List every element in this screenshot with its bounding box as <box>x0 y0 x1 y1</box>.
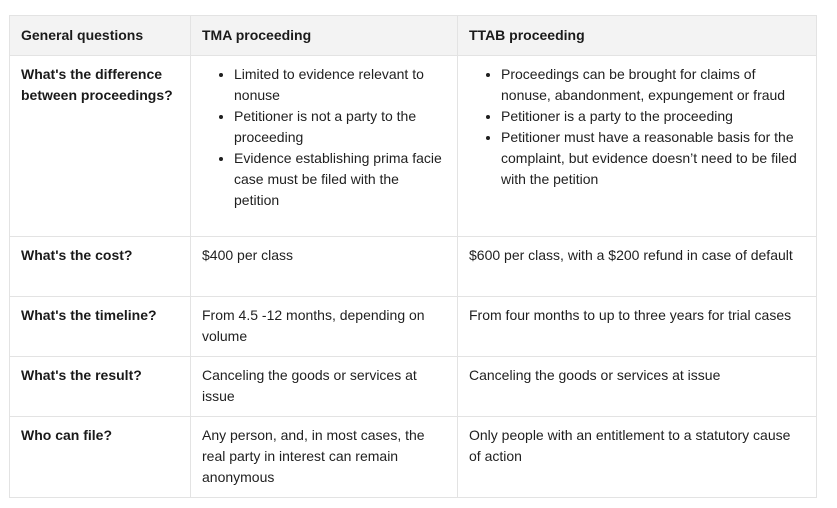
list-item: • Petitioner must have a reasonable basis for the complaint, but evidence doesn’t need to be filed with the petition <box>501 127 805 190</box>
header-ttab-proceeding: TTAB proceeding <box>458 16 817 56</box>
ttab-cell: $600 per class, with a $200 refund in case of default <box>458 237 817 297</box>
tma-cell: From 4.5 -12 months, depending on volume <box>191 297 458 357</box>
list-item: • Petitioner is a party to the proceeding <box>501 106 805 127</box>
comparison-table-container <box>9 15 816 498</box>
tma-cell: Canceling the goods or services at issue <box>191 357 458 417</box>
question-cell: What's the difference between proceedings? <box>10 56 191 237</box>
ttab-cell <box>458 56 817 237</box>
ttab-cell: Canceling the goods or services at issue <box>458 357 817 417</box>
question-cell: Who can file? <box>10 417 191 498</box>
question-cell: What's the result? <box>10 357 191 417</box>
question-cell: What's the cost? <box>10 237 191 297</box>
question-cell: What's the timeline? <box>10 297 191 357</box>
ttab-cell: Only people with an entitlement to a statutory cause of action <box>458 417 817 498</box>
tma-cell: $400 per class <box>191 237 458 297</box>
header-row <box>10 16 817 56</box>
tma-cell: Any person, and, in most cases, the real party in interest can remain anonymous <box>191 417 458 498</box>
header-tma-proceeding: TMA proceeding <box>191 16 458 56</box>
table-row-difference <box>10 56 817 237</box>
table-row-timeline <box>10 297 817 357</box>
table-row-cost <box>10 237 817 297</box>
list-item: • Limited to evidence relevant to nonuse <box>234 64 446 106</box>
table-header <box>10 16 817 56</box>
ttab-bullet-list <box>469 64 805 190</box>
table-row-result <box>10 357 817 417</box>
table-body <box>10 56 817 498</box>
tma-cell <box>191 56 458 237</box>
list-item: • Petitioner is not a party to the proceeding <box>234 106 446 148</box>
ttab-cell: From four months to up to three years for trial cases <box>458 297 817 357</box>
list-item: • Evidence establishing prima facie case must be filed with the petition <box>234 148 446 211</box>
tma-bullet-list <box>202 64 446 211</box>
table-row-who-can-file <box>10 417 817 498</box>
header-general-questions: General questions <box>10 16 191 56</box>
comparison-table <box>9 15 817 498</box>
list-item: • Proceedings can be brought for claims of nonuse, abandonment, expungement or fraud <box>501 64 805 106</box>
